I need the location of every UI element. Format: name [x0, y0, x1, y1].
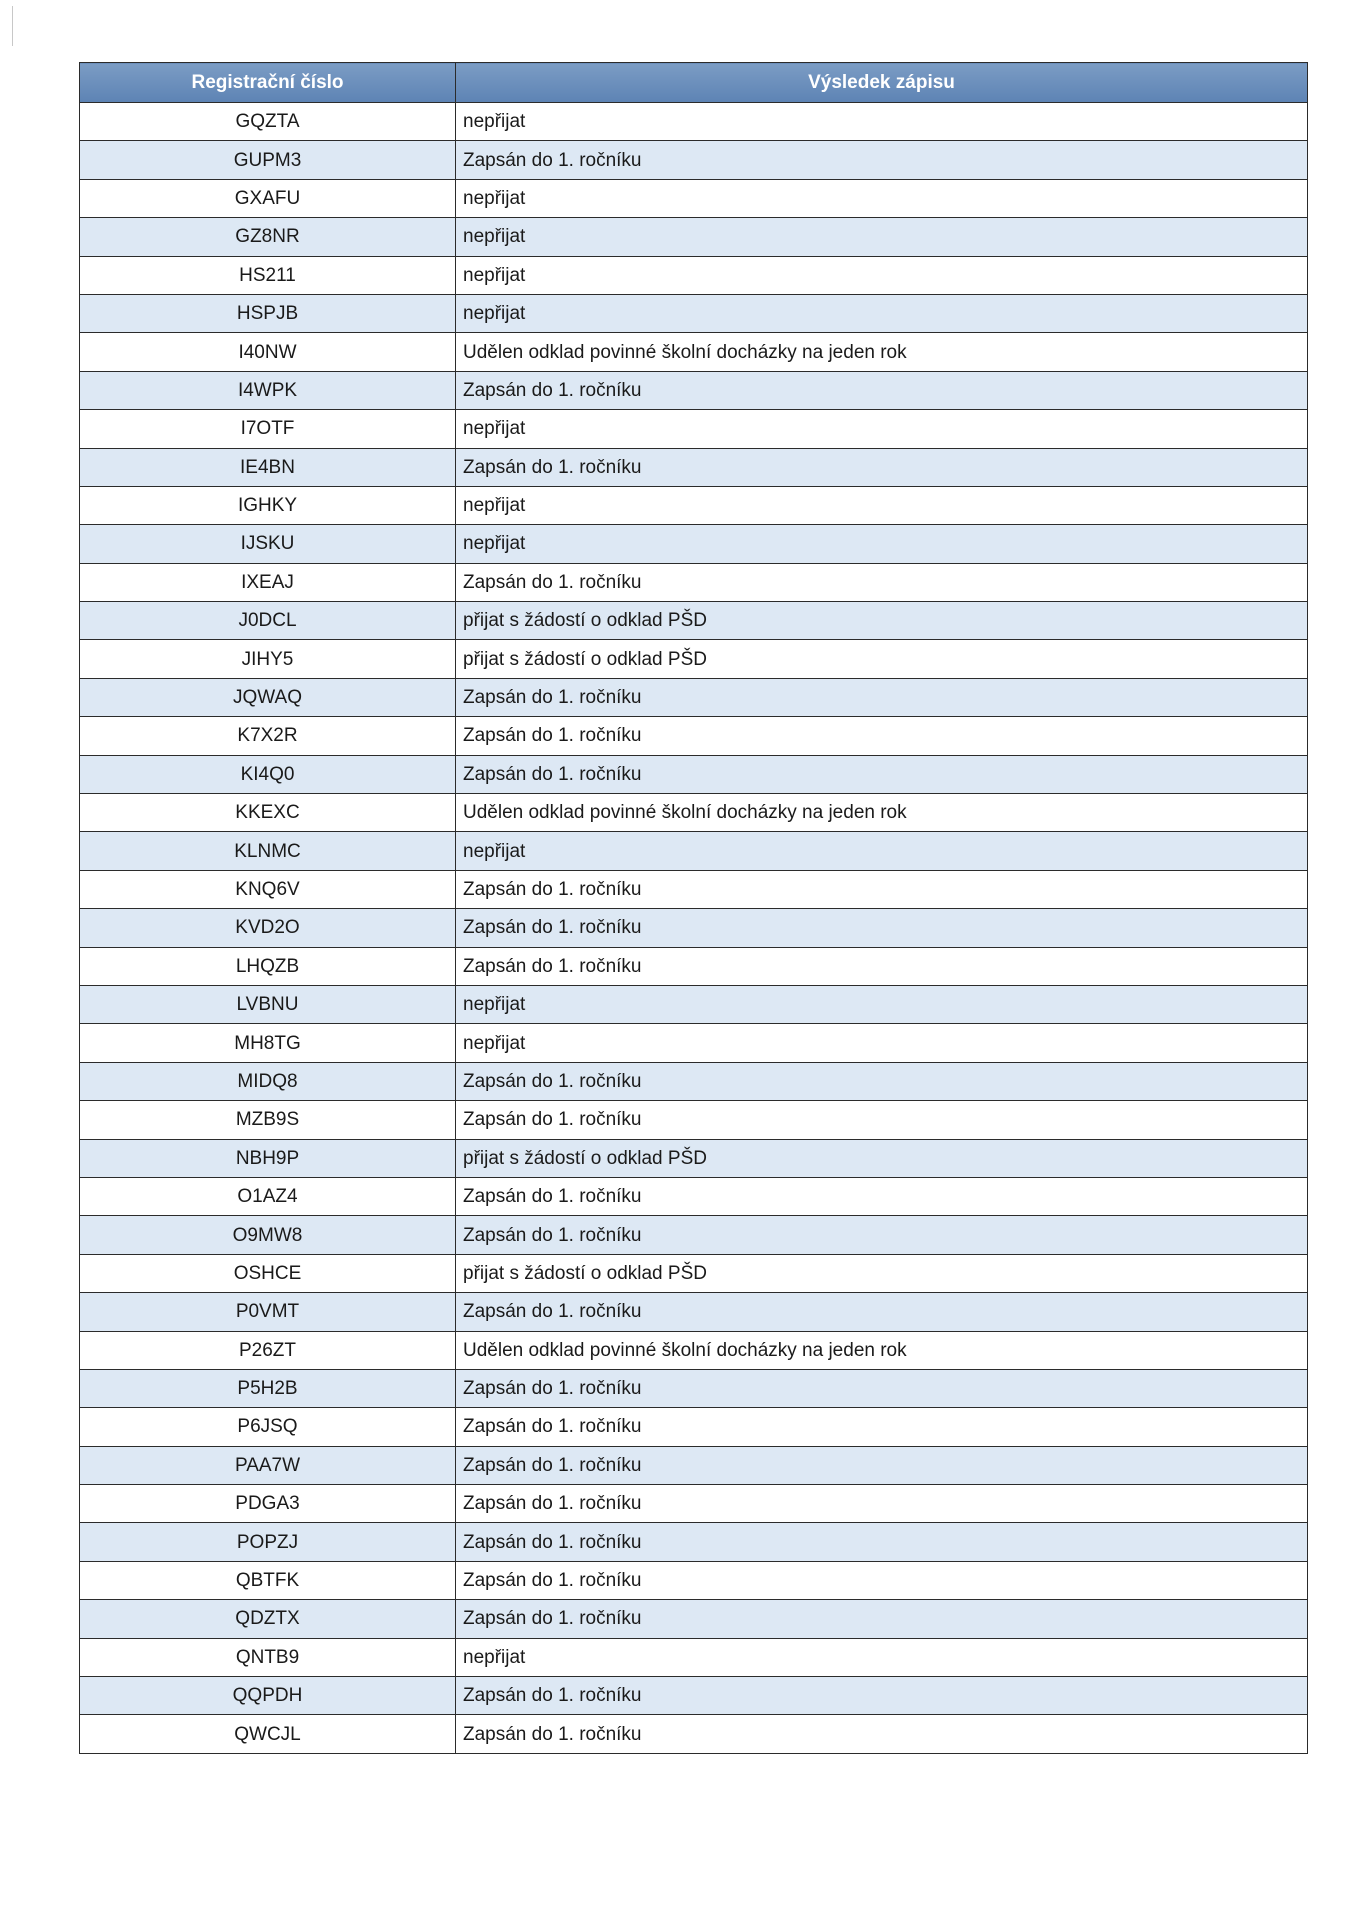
registration-number-cell: QNTB9 [80, 1638, 456, 1676]
registration-number-cell: IJSKU [80, 525, 456, 563]
table-row [80, 371, 1308, 409]
registration-number-cell: O1AZ4 [80, 1177, 456, 1215]
table-row [80, 141, 1308, 179]
registration-number-cell: HS211 [80, 256, 456, 294]
enrollment-result-cell: Zapsán do 1. ročníku [456, 909, 1308, 947]
enrollment-result-cell: Zapsán do 1. ročníku [456, 1369, 1308, 1407]
registration-number-cell: LHQZB [80, 947, 456, 985]
table-row [80, 525, 1308, 563]
enrollment-result-cell: Zapsán do 1. ročníku [456, 371, 1308, 409]
registration-number-cell: QQPDH [80, 1677, 456, 1715]
enrollment-result-cell: přijat s žádostí o odklad PŠD [456, 1254, 1308, 1292]
enrollment-result-cell: Zapsán do 1. ročníku [456, 1062, 1308, 1100]
table-row [80, 1561, 1308, 1599]
enrollment-result-cell: nepřijat [456, 985, 1308, 1023]
registration-number-cell: MH8TG [80, 1024, 456, 1062]
registration-number-cell: KKEXC [80, 794, 456, 832]
registration-number-cell: KI4Q0 [80, 755, 456, 793]
enrollment-result-cell: Zapsán do 1. ročníku [456, 947, 1308, 985]
enrollment-results-table [79, 62, 1308, 1754]
enrollment-result-cell: Zapsán do 1. ročníku [456, 1600, 1308, 1638]
table-row [80, 947, 1308, 985]
registration-number-cell: K7X2R [80, 717, 456, 755]
registration-number-cell: I7OTF [80, 410, 456, 448]
enrollment-result-cell: Zapsán do 1. ročníku [456, 1293, 1308, 1331]
registration-number-cell: GZ8NR [80, 218, 456, 256]
registration-number-cell: MZB9S [80, 1101, 456, 1139]
table-row [80, 870, 1308, 908]
registration-number-cell: QBTFK [80, 1561, 456, 1599]
enrollment-result-cell: nepřijat [456, 525, 1308, 563]
enrollment-result-cell: Zapsán do 1. ročníku [456, 1177, 1308, 1215]
enrollment-result-cell: nepřijat [456, 179, 1308, 217]
registration-number-cell: PDGA3 [80, 1485, 456, 1523]
table-body [80, 103, 1308, 1754]
registration-number-cell: I40NW [80, 333, 456, 371]
registration-number-cell: JIHY5 [80, 640, 456, 678]
header-registration-number: Registrační číslo [80, 63, 456, 103]
enrollment-result-cell: Zapsán do 1. ročníku [456, 1523, 1308, 1561]
enrollment-result-cell: Zapsán do 1. ročníku [456, 1485, 1308, 1523]
enrollment-result-cell: přijat s žádostí o odklad PŠD [456, 640, 1308, 678]
table-row [80, 218, 1308, 256]
registration-number-cell: JQWAQ [80, 678, 456, 716]
table-row [80, 1446, 1308, 1484]
table-row [80, 1062, 1308, 1100]
enrollment-result-cell: Zapsán do 1. ročníku [456, 1677, 1308, 1715]
table-row [80, 448, 1308, 486]
header-row [80, 63, 1308, 103]
table-row [80, 1216, 1308, 1254]
table-row [80, 294, 1308, 332]
table-row [80, 1293, 1308, 1331]
enrollment-result-cell: nepřijat [456, 256, 1308, 294]
enrollment-result-cell: Zapsán do 1. ročníku [456, 563, 1308, 601]
enrollment-result-cell: přijat s žádostí o odklad PŠD [456, 602, 1308, 640]
table-row [80, 909, 1308, 947]
table-row [80, 1369, 1308, 1407]
enrollment-result-cell: Zapsán do 1. ročníku [456, 141, 1308, 179]
enrollment-result-cell: Zapsán do 1. ročníku [456, 717, 1308, 755]
enrollment-result-cell: nepřijat [456, 486, 1308, 524]
table-row [80, 1408, 1308, 1446]
table-row [80, 1024, 1308, 1062]
table-row [80, 1331, 1308, 1369]
table-row [80, 333, 1308, 371]
table-row [80, 640, 1308, 678]
table-row [80, 1139, 1308, 1177]
registration-number-cell: KLNMC [80, 832, 456, 870]
registration-number-cell: P0VMT [80, 1293, 456, 1331]
registration-number-cell: I4WPK [80, 371, 456, 409]
table-row [80, 410, 1308, 448]
enrollment-result-cell: nepřijat [456, 294, 1308, 332]
enrollment-result-cell: nepřijat [456, 410, 1308, 448]
registration-number-cell: O9MW8 [80, 1216, 456, 1254]
enrollment-result-cell: nepřijat [456, 1638, 1308, 1676]
enrollment-result-cell: Zapsán do 1. ročníku [456, 448, 1308, 486]
registration-number-cell: MIDQ8 [80, 1062, 456, 1100]
registration-number-cell: QWCJL [80, 1715, 456, 1753]
table-row [80, 256, 1308, 294]
table-row [80, 103, 1308, 141]
table-row [80, 678, 1308, 716]
enrollment-result-cell: Zapsán do 1. ročníku [456, 1216, 1308, 1254]
enrollment-result-cell: přijat s žádostí o odklad PŠD [456, 1139, 1308, 1177]
registration-number-cell: P6JSQ [80, 1408, 456, 1446]
enrollment-result-cell: nepřijat [456, 218, 1308, 256]
table-row [80, 179, 1308, 217]
table-row [80, 602, 1308, 640]
enrollment-result-cell: Zapsán do 1. ročníku [456, 870, 1308, 908]
enrollment-result-cell: Zapsán do 1. ročníku [456, 1101, 1308, 1139]
registration-number-cell: IE4BN [80, 448, 456, 486]
enrollment-result-cell: nepřijat [456, 832, 1308, 870]
enrollment-result-cell: Udělen odklad povinné školní docházky na jeden rok [456, 1331, 1308, 1369]
enrollment-result-cell: Zapsán do 1. ročníku [456, 755, 1308, 793]
registration-number-cell: QDZTX [80, 1600, 456, 1638]
table-row [80, 563, 1308, 601]
registration-number-cell: NBH9P [80, 1139, 456, 1177]
table-row [80, 1101, 1308, 1139]
enrollment-result-cell: nepřijat [456, 1024, 1308, 1062]
table-row [80, 1177, 1308, 1215]
registration-number-cell: LVBNU [80, 985, 456, 1023]
registration-number-cell: P26ZT [80, 1331, 456, 1369]
table-row [80, 794, 1308, 832]
registration-number-cell: OSHCE [80, 1254, 456, 1292]
enrollment-result-cell: Udělen odklad povinné školní docházky na jeden rok [456, 794, 1308, 832]
registration-number-cell: GUPM3 [80, 141, 456, 179]
table-row [80, 1523, 1308, 1561]
registration-number-cell: PAA7W [80, 1446, 456, 1484]
table-row [80, 1638, 1308, 1676]
registration-number-cell: IXEAJ [80, 563, 456, 601]
scan-edge-mark [12, 6, 13, 46]
table-header [80, 63, 1308, 103]
registration-number-cell: P5H2B [80, 1369, 456, 1407]
table-row [80, 755, 1308, 793]
enrollment-result-cell: Zapsán do 1. ročníku [456, 1715, 1308, 1753]
table-row [80, 1254, 1308, 1292]
table-row [80, 717, 1308, 755]
registration-number-cell: KVD2O [80, 909, 456, 947]
registration-number-cell: KNQ6V [80, 870, 456, 908]
registration-number-cell: POPZJ [80, 1523, 456, 1561]
enrollment-result-cell: Zapsán do 1. ročníku [456, 678, 1308, 716]
enrollment-result-cell: Zapsán do 1. ročníku [456, 1446, 1308, 1484]
table-row [80, 1600, 1308, 1638]
table-row [80, 832, 1308, 870]
registration-number-cell: J0DCL [80, 602, 456, 640]
enrollment-result-cell: nepřijat [456, 103, 1308, 141]
table-row [80, 486, 1308, 524]
table-row [80, 985, 1308, 1023]
registration-number-cell: HSPJB [80, 294, 456, 332]
header-enrollment-result: Výsledek zápisu [456, 63, 1308, 103]
registration-number-cell: IGHKY [80, 486, 456, 524]
table-row [80, 1677, 1308, 1715]
table-row [80, 1715, 1308, 1753]
enrollment-result-cell: Zapsán do 1. ročníku [456, 1561, 1308, 1599]
enrollment-result-cell: Zapsán do 1. ročníku [456, 1408, 1308, 1446]
registration-number-cell: GXAFU [80, 179, 456, 217]
registration-number-cell: GQZTA [80, 103, 456, 141]
table-row [80, 1485, 1308, 1523]
enrollment-result-cell: Udělen odklad povinné školní docházky na jeden rok [456, 333, 1308, 371]
